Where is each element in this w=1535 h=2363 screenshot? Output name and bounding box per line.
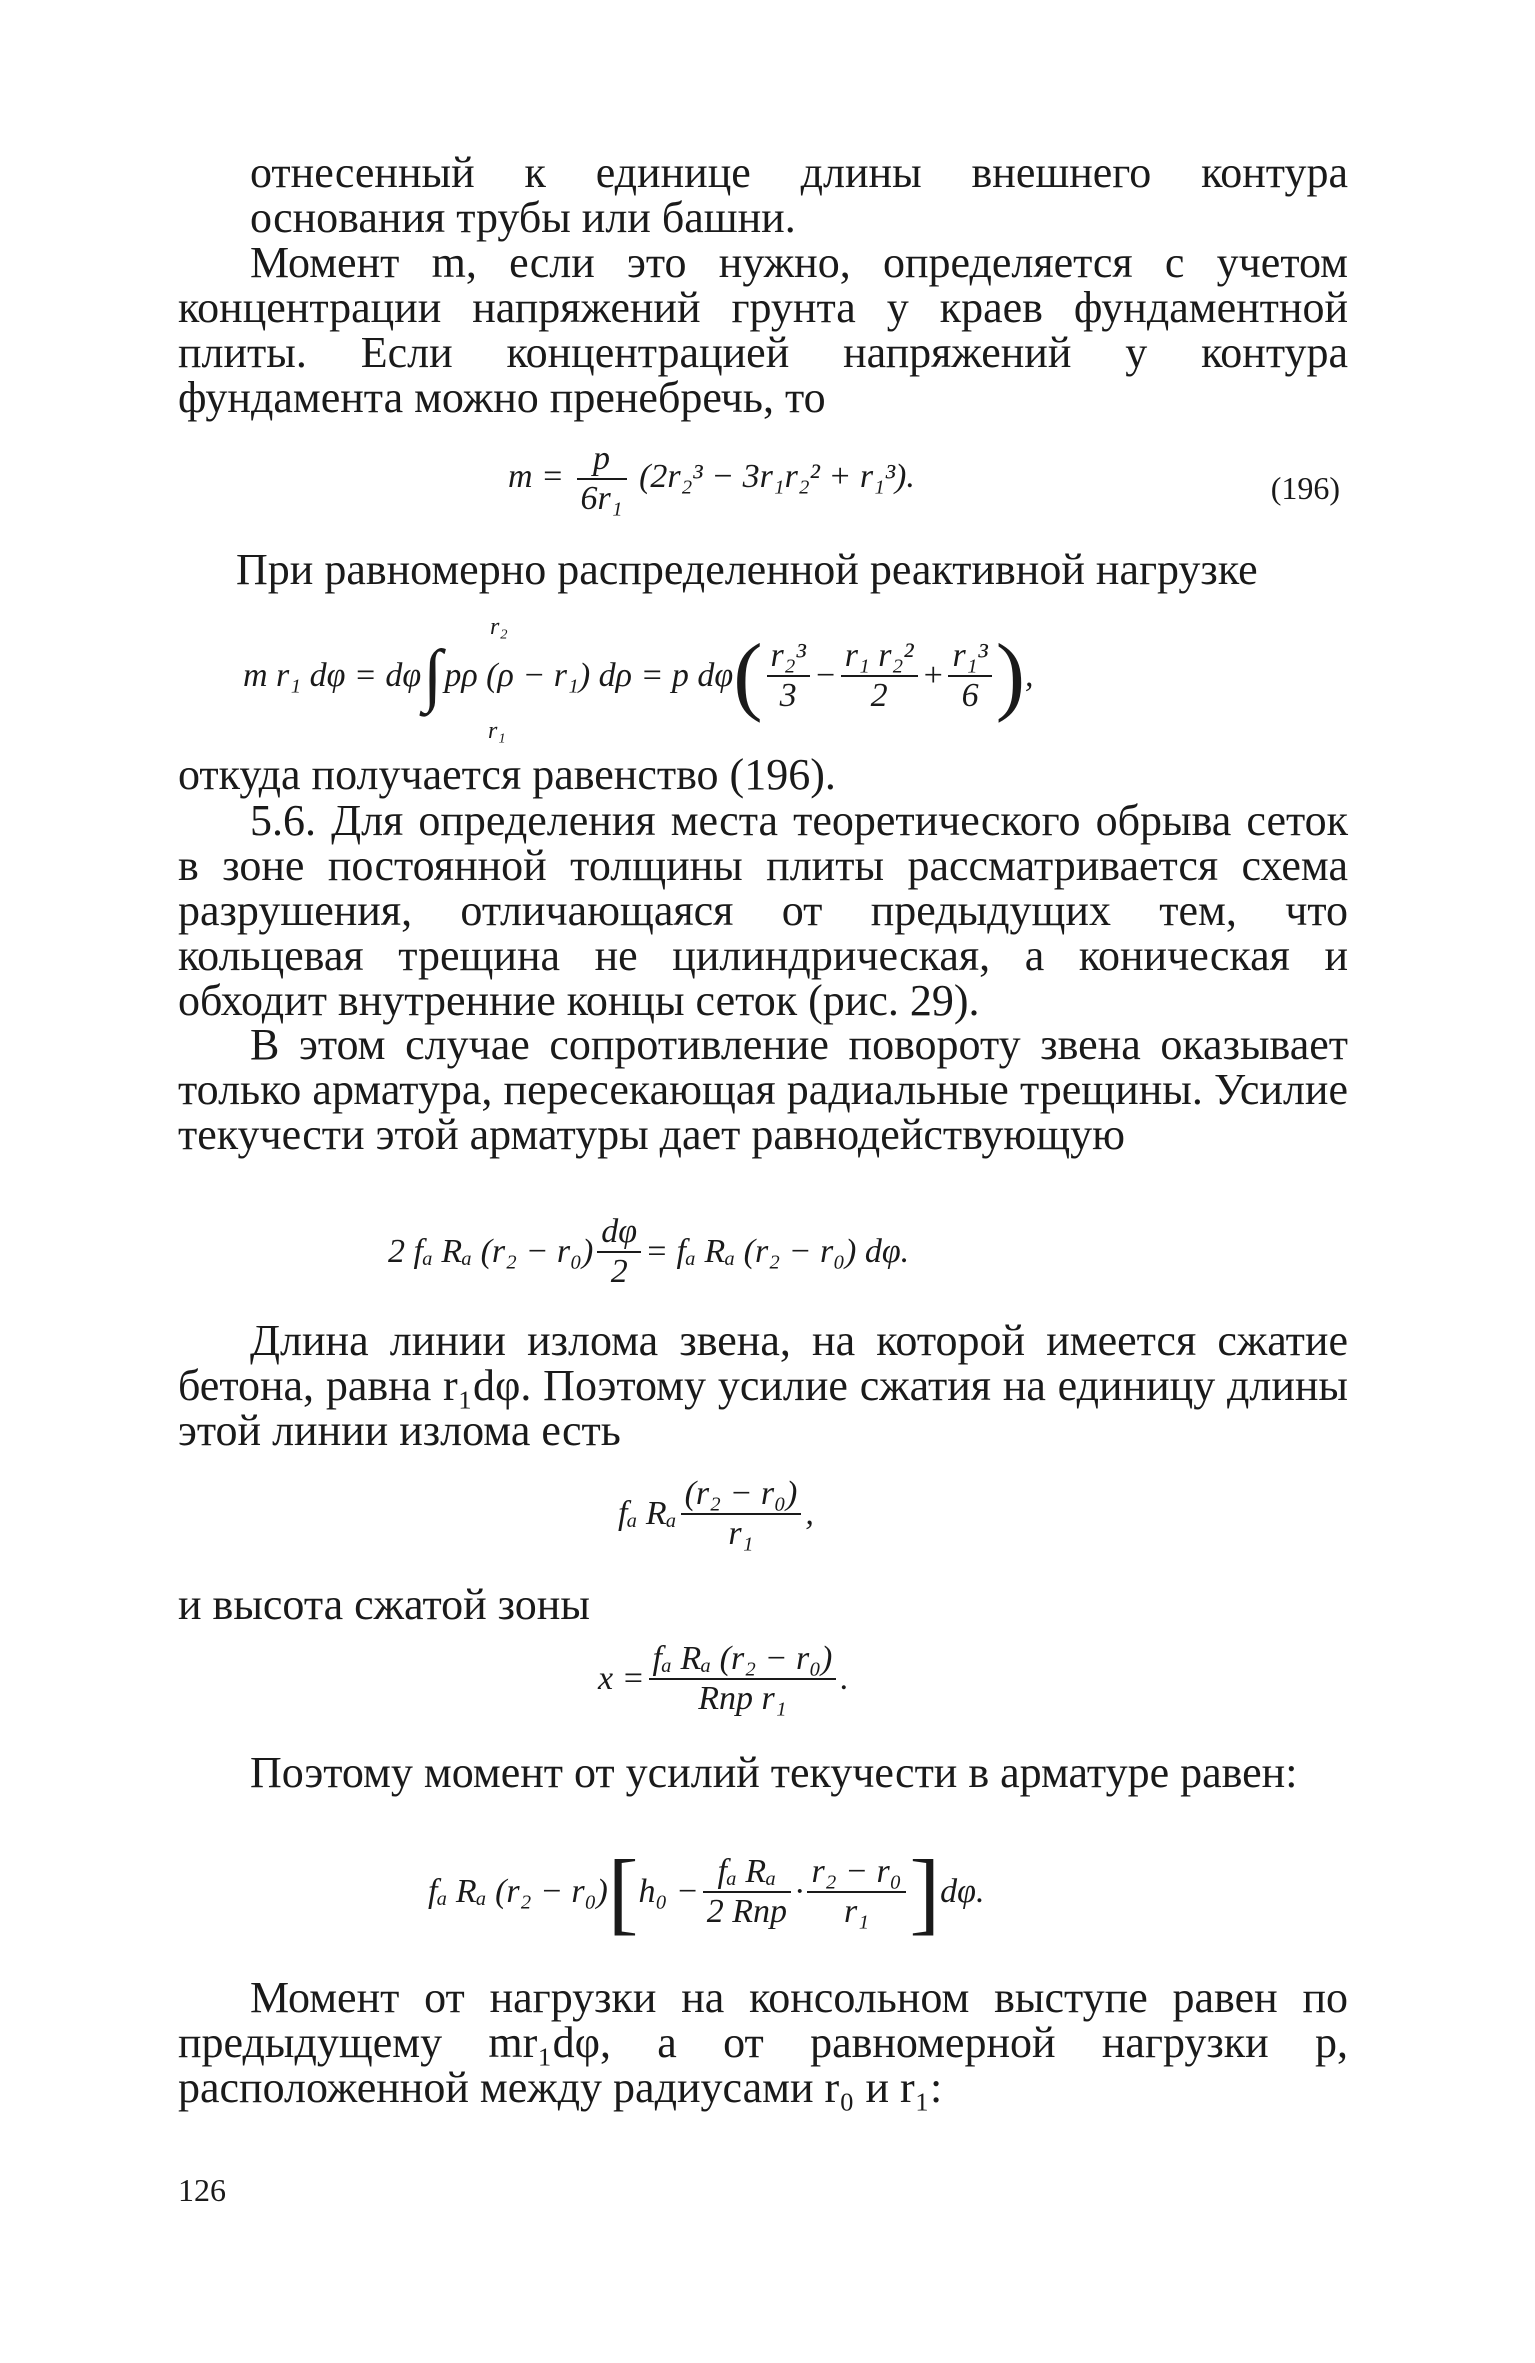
res-rhs: = fₐ Rₐ (r₂ − r₀) dφ. [645, 1233, 910, 1270]
equation-196 [178, 430, 1348, 550]
res-fraction: $\frac{d\varphi}{2}$ [597, 1213, 641, 1291]
mom-h: h₀ − [638, 1873, 699, 1910]
paragraph-compressed-zone: и высота сжатой зоны [178, 1580, 590, 1629]
x-fraction: fₐ Rₐ (r₂ − r₀) Rпр r₁ [649, 1640, 837, 1718]
page-number: 126 [178, 2172, 226, 2208]
paragraph-break-line: Длина линии излома звена, на которой имеется сжатие бетона, равна r₁dφ. Поэтому усилие сжатия на единицу длины этой линии излома есть [178, 1316, 1348, 1455]
int-body: pρ (ρ − r₁) dρ = p dφ [444, 657, 734, 694]
paragraph-resistance: В этом случае сопротивление повороту звена оказывает только арматура, пересекающая радиальные трещины. Усилие текучести этой арматуры дает равнодействующую [178, 1020, 1348, 1159]
paragraph-uniform-load: При равномерно распределенной реактивной нагрузке [236, 545, 1258, 594]
right-paren: ) [995, 627, 1026, 724]
equation-yield-moment [178, 1842, 1348, 1957]
int-lhs: m r₁ dφ = dφ [243, 657, 422, 694]
paragraph-cantilever: Момент от нагрузки на консольном выступе равен по предыдущему mr₁dφ, а от равномерной нагрузки p, расположенной между радиусами r₀ и r₁: [178, 1973, 1348, 2112]
minus-sign: − [813, 657, 837, 694]
force-fraction: (r₂ − r₀) r₁ [681, 1475, 802, 1553]
equation-integral [178, 610, 1348, 745]
int-term-2: $\frac{\text{r₁ r₂²}}{2}$ [841, 637, 918, 715]
period: . [840, 1660, 849, 1697]
mom-pre: fₐ Rₐ (r₂ − r₀) [428, 1873, 608, 1910]
plus-sign: + [921, 657, 945, 694]
equation-force [178, 1475, 1348, 1575]
int-term-1: r₂³ 3 [767, 637, 810, 715]
res-lhs: 2 fₐ Rₐ (r₂ − r₀) [388, 1233, 594, 1270]
eq196-fraction: $\frac{p}{\text{6r₁}}$ [577, 440, 627, 518]
paragraph-moment-m: Момент m, если это нужно, определяется с учетом концентрации напряжений грунта у краев фундаментной плиты. Если концентрацией напряжений у контура фундамента можно пренебречь, то [178, 238, 1348, 422]
left-bracket: [ [607, 1841, 639, 1943]
mom-post: dφ. [940, 1873, 985, 1910]
paragraph-contour: отнесенный к единице длины внешнего контура основания трубы или башни. [250, 148, 1348, 242]
int-upper-limit: r₂ [490, 614, 508, 640]
force-pre: fₐ Rₐ [618, 1495, 677, 1532]
comma: , [805, 1495, 814, 1532]
equation-x [178, 1640, 1348, 1740]
mom-fraction-2: r₂ − r₀ r₁ [807, 1853, 905, 1931]
eq196-body: (2r₂³ − 3r₁r₂² + r₁³). [639, 457, 915, 495]
paragraph-hence: откуда получается равенство (196). [178, 750, 836, 799]
eq196-lhs: m = [508, 457, 564, 495]
left-paren: ( [733, 627, 763, 724]
right-bracket: ] [909, 1841, 941, 1943]
int-term-3: $\frac{\text{r₁³}}{6}$ [948, 637, 991, 715]
equation-resultant [178, 1205, 1348, 1305]
comma: , [1025, 657, 1034, 694]
x-lhs: x = [598, 1660, 645, 1697]
eq196-number: (196) [1270, 470, 1340, 506]
int-lower-limit: r₁ [488, 718, 506, 744]
integral-sign: ∫ [423, 637, 443, 714]
mom-dot: · [794, 1873, 804, 1910]
paragraph-yield-moment: Поэтому момент от усилий текучести в арматуре равен: [250, 1748, 1298, 1797]
mom-fraction-1: fₐ Rₐ 2 Rпр [703, 1853, 791, 1931]
paragraph-5-6: 5.6. Для определения места теоретического обрыва сеток в зоне постоянной толщины плиты рассматривается схема разрушения, отличающаяся от предыдущих тем, что кольцевая трещина не цилиндрическая, а коническая и обходит внутренние концы сеток (рис. 29). [178, 796, 1348, 1025]
